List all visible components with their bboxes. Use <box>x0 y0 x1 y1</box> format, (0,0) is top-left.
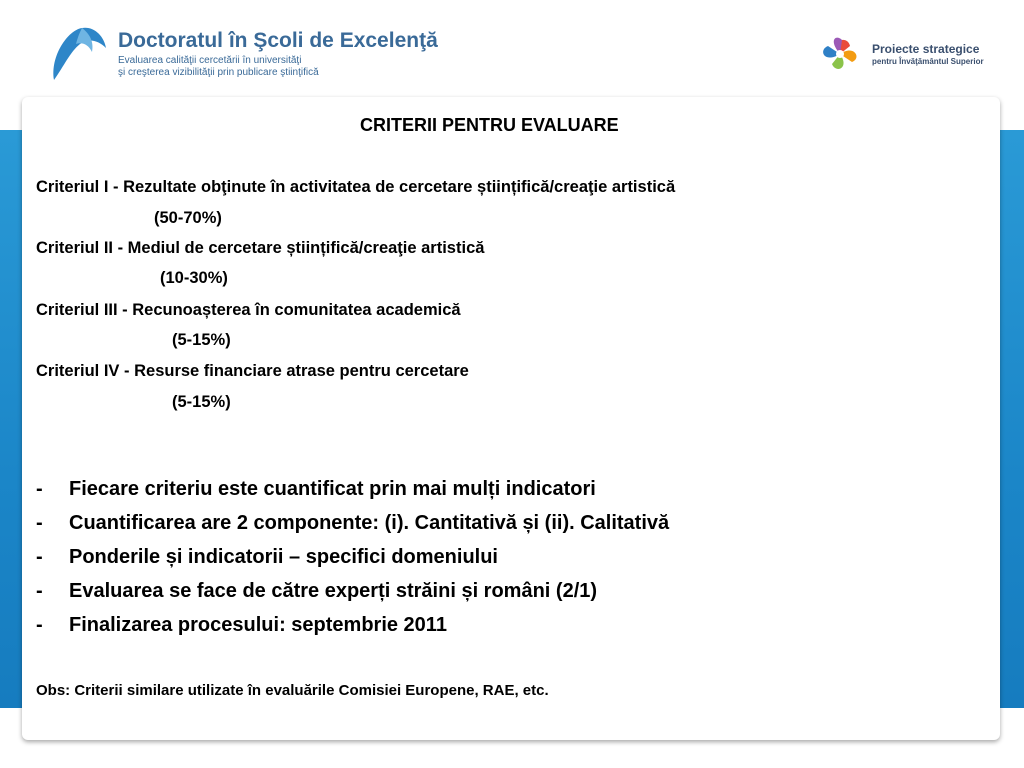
bullet-dash: - <box>36 478 43 500</box>
brand-title: Doctoratul în Şcoli de Excelenţă <box>118 29 438 52</box>
criterion-weight: (50-70%) <box>154 209 222 227</box>
drop-logo-icon <box>48 26 108 82</box>
content-card <box>22 97 1000 740</box>
bullet-dash: - <box>36 614 43 636</box>
brand-subtitle-2: şi creşterea vizibilităţii prin publicare ştiinţifică <box>118 67 319 78</box>
brand-subtitle-1: Evaluarea calităţii cercetării în universităţi <box>118 55 302 66</box>
criterion-label: Criteriul III - Recunoașterea în comunitatea academică <box>36 301 461 319</box>
bullet-dash: - <box>36 546 43 568</box>
criterion-weight: (5-15%) <box>172 393 231 411</box>
bullet-dash: - <box>36 580 43 602</box>
criterion-label: Criteriul II - Mediul de cercetare științifică/creaţie artistică <box>36 239 485 257</box>
bullet-dash: - <box>36 512 43 534</box>
bullet-text: Cuantificarea are 2 componente: (i). Cantitativă și (ii). Calitativă <box>69 512 670 534</box>
bullet-text: Evaluarea se face de către experți străini și români (2/1) <box>69 580 598 602</box>
bullet-text: Finalizarea procesului: septembrie 2011 <box>69 614 447 636</box>
observation-note: Obs: Criterii similare utilizate în evaluările Comisiei Europene, RAE, etc. <box>36 682 549 699</box>
criterion-label: Criteriul I - Rezultate obţinute în activitatea de cercetare științifică/creaţie artistică <box>36 178 676 196</box>
criterion-label: Criteriul IV - Resurse financiare atrase pentru cercetare <box>36 362 469 380</box>
flower-logo-icon <box>818 34 862 74</box>
partner-subtitle: pentru Învăţământul Superior <box>872 57 984 66</box>
bullet-text: Ponderile și indicatorii – specifici domeniului <box>69 546 498 568</box>
slide-header <box>0 0 1024 96</box>
slide-title: CRITERII PENTRU EVALUARE <box>360 115 619 135</box>
partner-title: Proiecte strategice <box>872 42 980 56</box>
criterion-weight: (5-15%) <box>172 331 231 349</box>
criterion-weight: (10-30%) <box>160 269 228 287</box>
bullet-text: Fiecare criteriu este cuantificat prin mai mulți indicatori <box>69 478 596 500</box>
